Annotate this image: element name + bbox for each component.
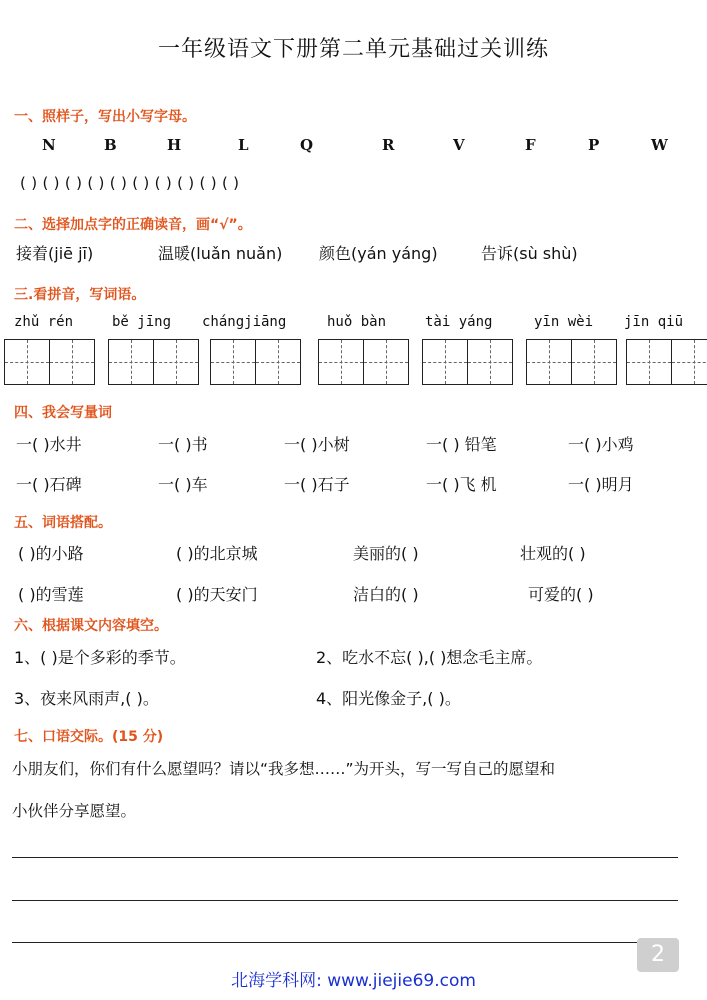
writing-cell[interactable] (255, 339, 301, 385)
collocation-6: ( )的天安门 (176, 585, 258, 604)
collocation-1: ( )的小路 (18, 544, 84, 563)
writing-cell[interactable] (363, 339, 409, 385)
collocation-2: ( )的北京城 (176, 544, 258, 563)
answer-line-1[interactable] (12, 857, 678, 858)
section-6-heading: 六、根据课文内容填空。 (14, 618, 168, 634)
reading-item-3: 颜色(yán yáng) (319, 244, 438, 263)
letter-2: B (104, 136, 117, 154)
reading-item-2: 温暖(luǎn nuǎn) (158, 244, 283, 263)
letter-3: H (167, 136, 182, 154)
letter-6: R (382, 136, 395, 154)
footer-website: 北海学科网: www.jiejie69.com (231, 971, 476, 991)
letter-1: N (42, 136, 56, 154)
letter-answer-blanks: ( ) ( ) ( ) ( ) ( ) ( ) ( ) ( ) ( ) ( ) (20, 174, 240, 192)
measure-word-2: 一( )书 (158, 435, 208, 454)
collocation-7: 洁白的( ) (353, 585, 419, 604)
section-3-heading: 三.看拼音，写词语。 (14, 287, 146, 303)
writing-cell[interactable] (4, 339, 50, 385)
writing-cell[interactable] (422, 339, 468, 385)
writing-cell[interactable] (49, 339, 95, 385)
collocation-4: 壮观的( ) (520, 544, 586, 563)
measure-word-5: 一( )小鸡 (568, 435, 634, 454)
writing-cell[interactable] (526, 339, 572, 385)
pinyin-7: jīn qiū (624, 314, 684, 330)
pinyin-5: tài yáng (425, 314, 493, 330)
collocation-5: ( )的雪莲 (18, 585, 84, 604)
writing-cell[interactable] (318, 339, 364, 385)
writing-grid-2[interactable] (108, 339, 197, 385)
answer-line-2[interactable] (12, 900, 678, 901)
writing-grid-3[interactable] (210, 339, 299, 385)
writing-grid-4[interactable] (318, 339, 407, 385)
pinyin-1: zhǔ rén (14, 314, 74, 330)
measure-word-3: 一( )小树 (284, 435, 350, 454)
section-1-heading: 一、照样子，写出小写字母。 (14, 109, 196, 125)
letter-10: W (651, 136, 668, 154)
writing-cell[interactable] (153, 339, 199, 385)
section-7-heading: 七、口语交际。(15 分) (14, 729, 164, 745)
writing-cell[interactable] (108, 339, 154, 385)
pinyin-4: huǒ bàn (327, 314, 387, 330)
answer-line-3[interactable] (12, 942, 678, 943)
writing-cell[interactable] (571, 339, 617, 385)
fill-blank-4: 4、阳光像金子,( )。 (316, 689, 461, 708)
measure-word-6: 一( )石碑 (16, 475, 82, 494)
section-5-heading: 五、词语搭配。 (14, 515, 112, 531)
reading-item-4: 告诉(sù shù) (481, 244, 578, 263)
page-title: 一年级语文下册第二单元基础过关训练 (157, 37, 549, 62)
writing-cell[interactable] (210, 339, 256, 385)
pinyin-2: bě jīng (112, 314, 172, 330)
writing-cell[interactable] (467, 339, 513, 385)
pinyin-3: chángjiāng (202, 314, 287, 330)
pinyin-6: yīn wèi (534, 314, 594, 330)
collocation-8: 可爱的( ) (528, 585, 594, 604)
letter-4: L (238, 136, 249, 154)
letter-7: V (453, 136, 465, 154)
section-4-heading: 四、我会写量词 (14, 405, 112, 421)
oral-prompt-line-1: 小朋友们，你们有什么愿望吗？请以“我多想……”为开头，写一写自己的愿望和 (12, 760, 556, 778)
oral-prompt-line-2: 小伙伴分享愿望。 (12, 802, 137, 820)
letter-5: Q (300, 136, 314, 154)
fill-blank-2: 2、吃水不忘( ),( )想念毛主席。 (316, 648, 543, 667)
writing-grid-6[interactable] (526, 339, 615, 385)
measure-word-8: 一( )石子 (284, 475, 350, 494)
writing-grid-1[interactable] (4, 339, 93, 385)
letter-9: P (588, 136, 600, 154)
page-number-badge: 2 (637, 938, 679, 972)
measure-word-4: 一( ) 铅笔 (426, 435, 497, 454)
letter-8: F (525, 136, 536, 154)
collocation-3: 美丽的( ) (353, 544, 419, 563)
measure-word-9: 一( )飞 机 (426, 475, 497, 494)
writing-grid-5[interactable] (422, 339, 511, 385)
writing-cell[interactable] (626, 339, 672, 385)
reading-item-1: 接着(jiē jī) (16, 244, 94, 263)
writing-grid-7[interactable] (626, 339, 707, 385)
fill-blank-3: 3、夜来风雨声,( )。 (14, 689, 159, 708)
section-2-heading: 二、选择加点字的正确读音，画“√”。 (14, 217, 252, 233)
fill-blank-1: 1、( )是个多彩的季节。 (14, 648, 186, 667)
measure-word-7: 一( )车 (158, 475, 208, 494)
measure-word-1: 一( )水井 (16, 435, 82, 454)
writing-cell[interactable] (671, 339, 707, 385)
measure-word-10: 一( )明月 (568, 475, 634, 494)
